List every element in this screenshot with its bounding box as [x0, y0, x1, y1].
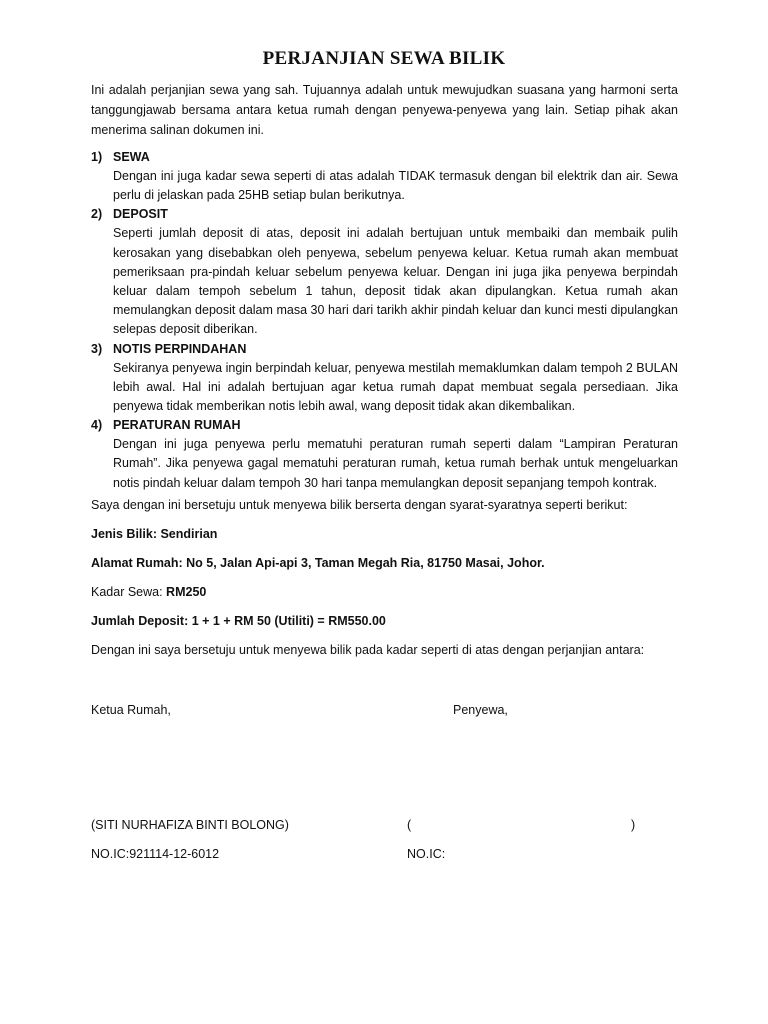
house-address: Alamat Rumah: No 5, Jalan Api-api 3, Taman Megah Ria, 81750 Masai, Johor.: [91, 556, 545, 570]
tenant-label: Penyewa,: [453, 703, 508, 717]
clause-heading: NOTIS PERPINDAHAN: [113, 341, 247, 356]
agreement-statement: Saya dengan ini bersetuju untuk menyewa bilik berserta dengan syarat-syaratnya seperti berikut:: [91, 498, 628, 512]
clause-number: 2): [91, 207, 103, 222]
landlord-ic: NO.IC:921114-12-6012: [91, 847, 220, 861]
rent-label: Kadar Sewa:: [91, 585, 167, 599]
clause-number: 4): [91, 418, 103, 433]
clause-body: Dengan ini juga penyewa perlu mematuhi peraturan rumah seperti dalam “Lampiran Peraturan Rumah”. Jika penyewa gagal mematuhi peraturan rumah, ketua rumah berhak untuk mengeluarkan notis pindah keluar dalam tempoh 30 hari tanpa memulangkan deposit sepanjang tempoh kontrak.: [113, 437, 678, 490]
landlord-name: (SITI NURHAFIZA BINTI BOLONG): [91, 818, 289, 832]
clause-body: Sekiranya penyewa ingin berpindah keluar, penyewa mestilah memaklumkan dalam tempoh 2 BULAN lebih awal. Hal ini adalah bertujuan agar ketua rumah dapat membuat segala persediaan. Jika penyewa tidak memberikan notis lebih awal, wang deposit tidak akan dikembalikan.: [113, 360, 678, 414]
clause-number: 3): [91, 341, 103, 356]
rent-value: RM250: [166, 585, 207, 599]
landlord-label: Ketua Rumah,: [91, 703, 171, 717]
clause-deposit: [91, 205, 678, 339]
clause-heading: DEPOSIT: [113, 207, 168, 222]
deposit-total: Jumlah Deposit: 1 + 1 + RM 50 (Utiliti) = RM550.00: [91, 614, 386, 628]
rent-rate: [91, 583, 691, 601]
clause-notis-perpindahan: [91, 340, 678, 417]
clause-heading: PERATURAN RUMAH: [113, 418, 241, 433]
closing-statement: Dengan ini saya bersetuju untuk menyewa bilik pada kadar seperti di atas dengan perjanjian antara:: [91, 643, 645, 657]
clause-body: Dengan ini juga kadar sewa seperti di atas adalah TIDAK termasuk dengan bil elektrik dan air. Sewa perlu di jelaskan pada 25HB setiap bulan berikutnya.: [113, 169, 678, 203]
tenant-name-open: (: [407, 818, 412, 832]
clause-heading: SEWA: [113, 150, 150, 164]
room-type: Jenis Bilik: Sendirian: [91, 527, 218, 541]
clause-body: Seperti jumlah deposit di atas, deposit ini adalah bertujuan untuk membaiki dan membaik pulih kerosakan yang disebabkan oleh penyewa, sebelum penyewa keluar. Ketua rumah akan membuat pemeriksaan pra-pindah keluar sebelum penyewa keluar. Dengan ini juga jika penyewa berpindah keluar dalam tempoh sebelum 1 tahun, deposit tidak akan dipulangkan. Ketua rumah akan memulangkan deposit dalam masa 30 hari dari tarikh akhir pindah keluar dan kunci mesti dipulangkan selepas deposit diberikan.: [113, 226, 678, 337]
clause-number: 1): [91, 150, 103, 164]
tenant-name-close: ): [631, 818, 636, 832]
clause-peraturan-rumah: [91, 416, 678, 493]
tenant-ic: NO.IC:: [407, 847, 446, 861]
document-title: PERJANJIAN SEWA BILIK: [262, 48, 506, 69]
intro-paragraph: Ini adalah perjanjian sewa yang sah. Tujuannya adalah untuk mewujudkan suasana yang harmoni serta tanggungjawab bersama antara ketua rumah dengan penyewa-penyewa yang lain. Setiap pihak akan menerima salinan dokumen ini.: [91, 83, 678, 137]
clause-sewa: [91, 148, 678, 205]
clause-list: [91, 148, 678, 493]
